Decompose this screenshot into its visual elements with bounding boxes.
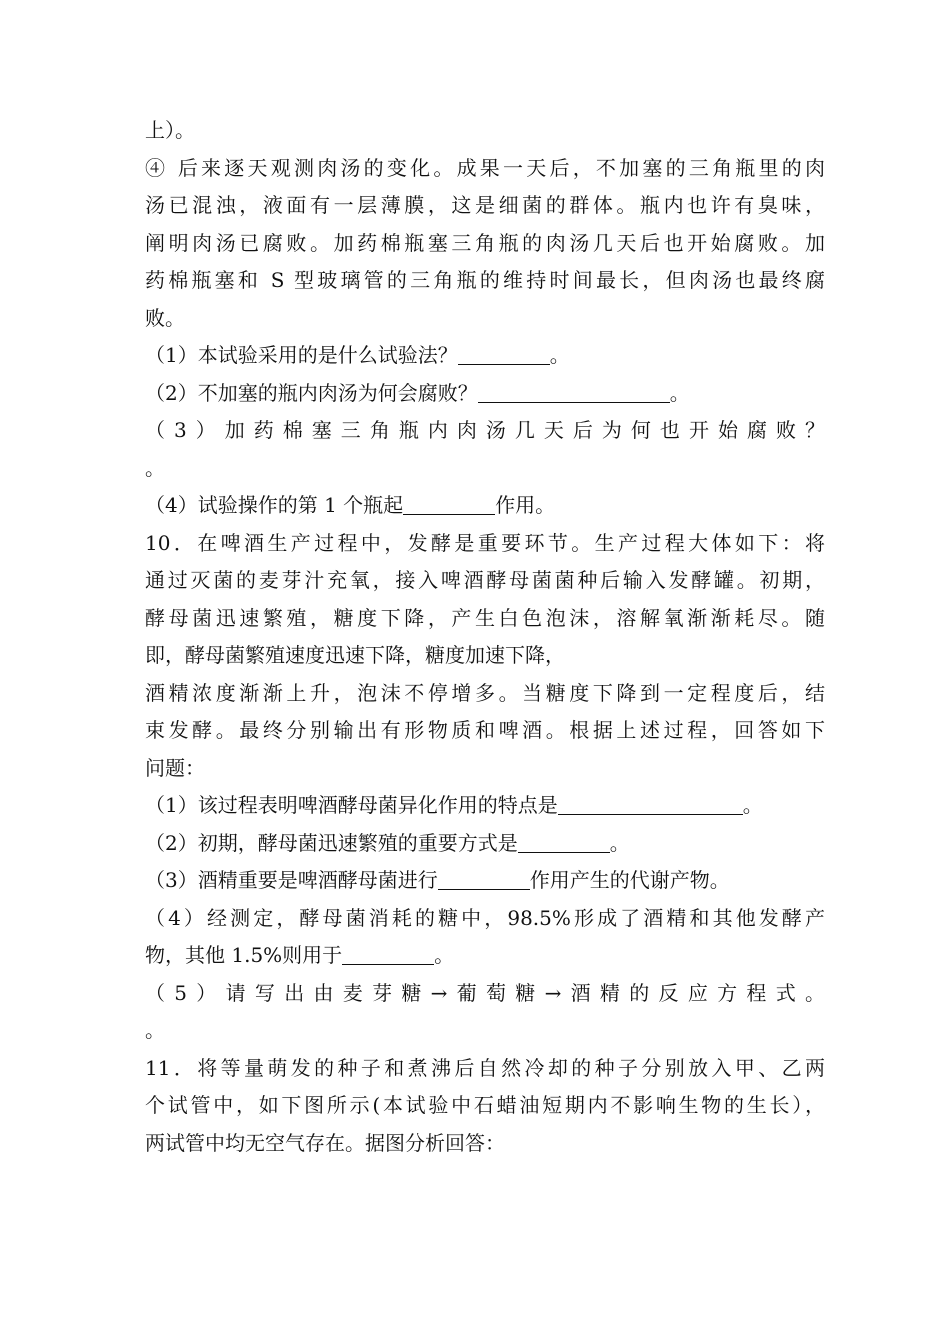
text-line: 11．将等量萌发的种子和煮沸后自然冷却的种子分别放入甲、乙两 <box>145 1055 825 1080</box>
question-end: 。 <box>609 830 630 855</box>
question-end: 。 <box>742 793 763 817</box>
text-line: 10．在啤酒生产过程中，发酵是重要环节。生产过程大体如下：将 <box>145 530 825 555</box>
question-text: （2）不加塞的瓶内肉汤为何会腐败？ <box>145 380 478 405</box>
text-line: 药棉瓶塞和 S 型玻璃管的三角瓶的维持时间最长，但肉汤也最终腐 <box>145 268 825 292</box>
text-line: 束发酵。最终分别输出有形物质和啤酒。根据上述过程，回答如下 <box>145 718 825 742</box>
question-end: 。 <box>434 943 455 967</box>
question-text: 物，其他 1.5%则用于 <box>145 943 343 967</box>
text-line: ④ 后来逐天观测肉汤的变化。成果一天后，不加塞的三角瓶里的肉 <box>145 155 825 180</box>
question-end: 。 <box>669 380 690 405</box>
question-text: （4）试验操作的第 1 个瓶起 <box>145 493 404 517</box>
question-10-3 <box>145 862 825 900</box>
question-10-1 <box>145 787 825 825</box>
answer-blank <box>478 380 670 403</box>
answer-blank <box>518 830 610 853</box>
question-end: 。 <box>549 343 570 367</box>
question-text: （3）酒精重要是啤酒酵母菌进行 <box>145 868 438 892</box>
answer-blank <box>342 942 434 965</box>
question-text: （1）该过程表明啤酒酵母菌异化作用的特点是 <box>145 793 558 817</box>
question-end: 。 <box>145 455 165 480</box>
answer-blank <box>403 492 495 515</box>
question-text: （2）初期，酵母菌迅速繁殖的重要方式是 <box>145 830 518 855</box>
question-end: 。 <box>145 1018 165 1042</box>
document-page <box>145 112 825 1162</box>
text-line: 汤已混浊，液面有一层薄膜，这是细菌的群体。瓶内也许有臭味， <box>145 193 825 217</box>
answer-blank <box>458 342 550 365</box>
answer-blank <box>558 792 743 815</box>
text-line: 酒精浓度渐渐上升，泡沫不停增多。当糖度下降到一定程度后，结 <box>145 680 825 705</box>
question-9-1 <box>145 337 825 375</box>
question-end: 作用产生的代谢产物。 <box>529 868 730 892</box>
text-line: 通过灭菌的麦芽汁充氧，接入啤酒酵母菌菌种后输入发酵罐。初期， <box>145 568 825 592</box>
question-end: 作用。 <box>495 493 556 517</box>
question-10-5: （5）请写出由麦芽糖→葡萄糖→酒精的反应方程式。 <box>145 980 825 1005</box>
text-line: 阐明肉汤已腐败。加药棉瓶塞三角瓶的肉汤几天后也开始腐败。加 <box>145 230 825 255</box>
text-line: 两试管中均无空气存在。据图分析回答： <box>145 1130 505 1155</box>
text-line: 个试管中，如下图所示(本试验中石蜡油短期内不影响生物的生长）， <box>145 1093 825 1117</box>
text-line: 酵母菌迅速繁殖，糖度下降，产生白色泡沫，溶解氧渐渐耗尽。随 <box>145 605 825 630</box>
question-9-2 <box>145 375 825 413</box>
text-line: 即，酵母菌繁殖速度迅速下降，糖度加速下降， <box>145 643 565 667</box>
question-10-4-cont <box>145 937 825 975</box>
question-10-4: （4）经测定，酵母菌消耗的糖中，98.5%形成了酒精和其他发酵产 <box>145 905 825 930</box>
question-10-2 <box>145 825 825 863</box>
text-line: 问题： <box>145 755 205 780</box>
text-line: 败。 <box>145 305 185 330</box>
text-line: 上）。 <box>145 118 195 142</box>
question-9-4 <box>145 487 825 525</box>
question-9-3: （3）加药棉塞三角瓶内肉汤几天后为何也开始腐败？ <box>145 418 825 442</box>
answer-blank <box>438 867 530 890</box>
question-text: （1）本试验采用的是什么试验法？ <box>145 343 458 367</box>
